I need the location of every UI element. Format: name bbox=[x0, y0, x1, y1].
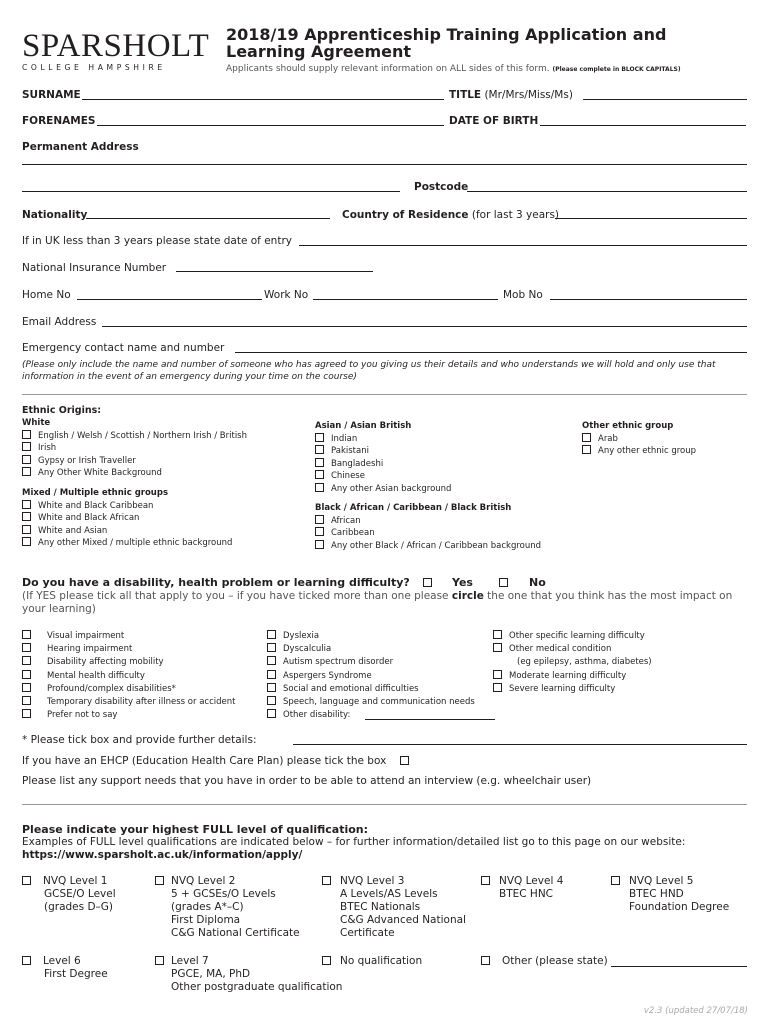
qual-name: NVQ Level 3 bbox=[340, 875, 405, 887]
checkbox-item[interactable] bbox=[22, 630, 235, 643]
checkbox-icon[interactable] bbox=[267, 670, 276, 679]
checkbox-icon[interactable] bbox=[22, 956, 31, 965]
checkbox-icon[interactable] bbox=[322, 876, 331, 885]
checkbox-item[interactable] bbox=[267, 709, 475, 722]
checkbox-item[interactable] bbox=[22, 537, 232, 550]
title-label bbox=[449, 89, 573, 101]
checkbox-icon[interactable] bbox=[267, 683, 276, 692]
ethnic-group-black bbox=[315, 503, 541, 552]
qual-name: Level 6 bbox=[43, 955, 81, 967]
checkbox-icon[interactable] bbox=[582, 433, 591, 442]
option-label: Chinese bbox=[331, 471, 365, 481]
other-qualification-field[interactable] bbox=[611, 966, 747, 967]
option-label: Social and emotional difficulties bbox=[283, 683, 419, 694]
mobile-label: Mob No bbox=[503, 289, 543, 301]
section-divider bbox=[22, 394, 747, 395]
option-label: Gypsy or Irish Traveller bbox=[38, 455, 136, 466]
forenames-field[interactable] bbox=[97, 125, 444, 126]
checkbox-icon[interactable] bbox=[267, 656, 276, 665]
checkbox-icon[interactable] bbox=[481, 876, 490, 885]
note-part-b: the one that you think has the most impact on your learning) bbox=[22, 590, 733, 615]
title-options: (Mr/Mrs/Miss/Ms) bbox=[484, 89, 573, 101]
residence-label bbox=[342, 209, 559, 221]
checkbox-item[interactable] bbox=[22, 656, 235, 669]
qual-example: First Diploma bbox=[171, 914, 241, 926]
option-label: Any other Black / African / Caribbean background bbox=[331, 540, 542, 551]
checkbox-item[interactable] bbox=[315, 445, 451, 458]
checkbox-icon[interactable] bbox=[611, 876, 620, 885]
checkbox-icon[interactable] bbox=[22, 670, 31, 679]
option-label: Disability affecting mobility bbox=[47, 657, 164, 668]
checkbox-item[interactable] bbox=[315, 527, 541, 540]
option-label: English / Welsh / Scottish / Northern Irish / British bbox=[38, 430, 248, 441]
qual-name: NVQ Level 2 bbox=[171, 875, 236, 887]
intro-text: Examples of FULL level qualifications are indicated below – for further information/detailed list go to this page on our website: bbox=[22, 836, 686, 848]
checkbox-icon[interactable] bbox=[22, 512, 31, 521]
checkbox-icon[interactable] bbox=[481, 956, 490, 965]
logo-subtitle: COLLEGE HAMPSHIRE bbox=[22, 63, 166, 72]
group-heading: Other ethnic group bbox=[582, 421, 674, 431]
checkbox-icon[interactable] bbox=[22, 656, 31, 665]
option-label: White and Black Caribbean bbox=[38, 500, 154, 511]
mobile-field[interactable] bbox=[550, 299, 747, 300]
disability-col-2 bbox=[267, 630, 475, 722]
checkbox-icon[interactable] bbox=[22, 630, 31, 639]
option-label: Arab bbox=[598, 433, 618, 444]
qual-title bbox=[22, 875, 147, 888]
uk-entry-field[interactable] bbox=[299, 245, 747, 246]
details-label: * Please tick box and provide further details: bbox=[22, 734, 257, 746]
disability-no-option[interactable] bbox=[499, 576, 546, 589]
checkbox-icon[interactable] bbox=[423, 578, 432, 587]
checkbox-item[interactable] bbox=[267, 670, 475, 683]
home-phone-field[interactable] bbox=[77, 299, 262, 300]
checkbox-item[interactable] bbox=[315, 483, 451, 496]
ethnic-title: Ethnic Origins: bbox=[22, 405, 102, 416]
checkbox-icon[interactable] bbox=[267, 709, 276, 718]
checkbox-icon[interactable] bbox=[22, 430, 31, 439]
checkbox-item[interactable] bbox=[493, 630, 652, 643]
checkbox-item[interactable] bbox=[582, 445, 696, 458]
option-label: Autism spectrum disorder bbox=[283, 657, 394, 668]
instructions-text: Applicants should supply relevant information on ALL sides of this form. bbox=[226, 64, 550, 74]
residence-label-text: Country of Residence bbox=[342, 209, 469, 221]
checkbox-icon[interactable] bbox=[267, 630, 276, 639]
checkbox-item[interactable] bbox=[315, 470, 451, 483]
qual-title bbox=[322, 955, 472, 968]
qual-example: 5 + GCSEs/O Levels bbox=[171, 888, 276, 900]
option-label: Dyslexia bbox=[283, 631, 320, 641]
support-label: Please list any support needs that you have in order to be able to attend an interview (e.g. wheelchair user) bbox=[22, 775, 592, 787]
checkbox-icon[interactable] bbox=[315, 445, 324, 454]
qual-nvq1[interactable] bbox=[22, 875, 147, 914]
disability-note bbox=[22, 590, 752, 616]
checkbox-item[interactable] bbox=[22, 455, 247, 468]
checkbox-item[interactable] bbox=[315, 540, 541, 553]
checkbox-item[interactable] bbox=[22, 643, 235, 656]
checkbox-icon[interactable] bbox=[22, 683, 31, 692]
qual-none[interactable] bbox=[322, 955, 472, 968]
checkbox-icon[interactable] bbox=[22, 709, 31, 718]
qualification-intro bbox=[22, 836, 752, 862]
checkbox-icon[interactable] bbox=[315, 470, 324, 479]
qual-example: A Levels/AS Levels bbox=[340, 888, 438, 900]
checkbox-icon[interactable] bbox=[22, 876, 31, 885]
qual-name: Level 7 bbox=[171, 955, 209, 967]
nationality-label: Nationality bbox=[22, 209, 88, 221]
qual-name: NVQ Level 4 bbox=[499, 875, 564, 887]
disability-col-1 bbox=[22, 630, 235, 722]
option-label: Any other Mixed / multiple ethnic background bbox=[38, 538, 233, 548]
qual-nvq3[interactable] bbox=[322, 875, 477, 940]
checkbox-icon[interactable] bbox=[22, 500, 31, 509]
ehcp-text: If you have an EHCP (Education Health Care Plan) please tick the box bbox=[22, 755, 387, 767]
qual-example: Foundation Degree bbox=[629, 901, 730, 913]
option-label: Irish bbox=[38, 443, 57, 453]
checkbox-item[interactable] bbox=[315, 458, 451, 471]
qual-nvq4[interactable] bbox=[481, 875, 601, 901]
qual-title bbox=[481, 875, 601, 888]
qual-example: Certificate bbox=[340, 927, 395, 939]
qual-example: Other postgraduate qualification bbox=[171, 981, 343, 993]
option-label: Hearing impairment bbox=[47, 644, 133, 655]
checkbox-icon[interactable] bbox=[22, 643, 31, 652]
option-label: Any Other White Background bbox=[38, 468, 162, 478]
disability-col-3 bbox=[493, 630, 652, 696]
option-label: Temporary disability after illness or accident bbox=[47, 697, 236, 708]
qual-example: (grades D–G) bbox=[44, 901, 114, 913]
qual-example: BTEC HND bbox=[629, 888, 684, 900]
checkbox-item[interactable] bbox=[267, 656, 475, 669]
checkbox-item[interactable] bbox=[22, 500, 232, 513]
checkbox-item[interactable] bbox=[493, 643, 652, 656]
checkbox-icon[interactable] bbox=[315, 540, 324, 549]
qual-name: NVQ Level 5 bbox=[629, 875, 694, 887]
instructions-note: (Please complete in BLOCK CAPITALS) bbox=[552, 66, 681, 73]
checkbox-icon[interactable] bbox=[22, 696, 31, 705]
checkbox-item[interactable] bbox=[22, 512, 232, 525]
checkbox-icon[interactable] bbox=[493, 670, 502, 679]
note-circle: circle bbox=[451, 590, 484, 602]
qual-example: BTEC Nationals bbox=[340, 901, 421, 913]
option-label: Speech, language and communication needs bbox=[283, 697, 475, 708]
ethnic-group-white bbox=[22, 418, 247, 480]
option-label: White and Black African bbox=[38, 513, 140, 523]
work-phone-label: Work No bbox=[264, 289, 309, 301]
no-label: No bbox=[529, 576, 546, 589]
form-title: 2018/19 Apprenticeship Training Application and Learning Agreement bbox=[226, 25, 667, 61]
checkbox-item[interactable] bbox=[267, 683, 475, 696]
option-label: African bbox=[331, 515, 361, 526]
checkbox-item[interactable] bbox=[22, 430, 247, 443]
option-label: Any other Asian background bbox=[331, 483, 452, 494]
option-label: Any other ethnic group bbox=[598, 446, 697, 456]
note-part-a: (If YES please tick all that apply to you – if you have ticked more than one please bbox=[22, 590, 449, 602]
ni-label: National Insurance Number bbox=[22, 262, 167, 274]
option-label: White and Asian bbox=[38, 525, 108, 536]
work-phone-field[interactable] bbox=[313, 299, 498, 300]
ehcp-label bbox=[22, 755, 416, 768]
yes-label: Yes bbox=[452, 576, 473, 589]
qual-level6[interactable] bbox=[22, 955, 147, 981]
option-label: Caribbean bbox=[331, 528, 375, 538]
details-field[interactable] bbox=[293, 744, 747, 745]
checkbox-item[interactable] bbox=[22, 442, 247, 455]
qual-example: C&G Advanced National bbox=[340, 914, 466, 926]
qual-example: C&G National Certificate bbox=[171, 927, 300, 939]
option-label: Mental health difficulty bbox=[47, 670, 145, 681]
address-field-line2[interactable] bbox=[22, 191, 400, 192]
checkbox-icon[interactable] bbox=[267, 643, 276, 652]
option-label: Visual impairment bbox=[47, 631, 125, 641]
checkbox-icon[interactable] bbox=[582, 445, 591, 454]
option-label: Other specific learning difficulty bbox=[509, 631, 645, 641]
qual-title bbox=[481, 955, 621, 968]
option-label: Bangladeshi bbox=[331, 458, 384, 469]
website-link[interactable]: https://www.sparsholt.ac.uk/information/apply/ bbox=[22, 849, 303, 861]
logo-wordmark: SPARSHOLT bbox=[22, 28, 210, 64]
option-label: Prefer not to say bbox=[47, 710, 118, 721]
group-heading: Mixed / Multiple ethnic groups bbox=[22, 488, 169, 498]
disability-question: Do you have a disability, health problem or learning difficulty? bbox=[22, 576, 410, 589]
checkbox-icon[interactable] bbox=[155, 956, 164, 965]
checkbox-icon[interactable] bbox=[22, 525, 31, 534]
checkbox-item[interactable] bbox=[315, 515, 541, 528]
qual-example: First Degree bbox=[44, 968, 108, 980]
college-logo bbox=[22, 28, 210, 72]
checkbox-icon[interactable] bbox=[155, 876, 164, 885]
group-heading: Asian / Asian British bbox=[315, 421, 412, 431]
uk-entry-label: If in UK less than 3 years please state date of entry bbox=[22, 235, 292, 247]
qual-name: Other (please state) bbox=[502, 955, 608, 967]
checkbox-item[interactable] bbox=[493, 670, 652, 683]
qual-nvq5[interactable] bbox=[611, 875, 751, 914]
checkbox-icon[interactable] bbox=[315, 483, 324, 492]
emergency-field[interactable] bbox=[235, 352, 747, 353]
ethnic-group-asian bbox=[315, 421, 451, 495]
checkbox-icon[interactable] bbox=[315, 458, 324, 467]
checkbox-icon[interactable] bbox=[499, 578, 508, 587]
other-disability-field[interactable] bbox=[365, 719, 495, 720]
disability-yes-option[interactable] bbox=[423, 576, 473, 589]
option-label: Other medical condition bbox=[509, 644, 612, 655]
checkbox-item[interactable] bbox=[315, 433, 451, 446]
option-label: Pakistani bbox=[331, 446, 369, 456]
qual-nvq2[interactable] bbox=[155, 875, 315, 940]
title-label-text: TITLE bbox=[449, 89, 482, 101]
checkbox-item[interactable] bbox=[22, 525, 232, 538]
checkbox-item[interactable] bbox=[493, 683, 652, 696]
option-label: Severe learning difficulty bbox=[509, 683, 616, 694]
qual-example: PGCE, MA, PhD bbox=[171, 968, 251, 980]
checkbox-item[interactable] bbox=[22, 467, 247, 480]
residence-field[interactable] bbox=[555, 218, 747, 219]
ethnic-group-other bbox=[582, 421, 696, 458]
email-field[interactable] bbox=[102, 326, 747, 327]
option-label: Indian bbox=[331, 433, 358, 444]
support-field[interactable] bbox=[22, 804, 747, 805]
checkbox-icon[interactable] bbox=[493, 630, 502, 639]
checkbox-item[interactable] bbox=[267, 696, 475, 709]
forenames-label: FORENAMES bbox=[22, 115, 96, 127]
ni-field[interactable] bbox=[176, 271, 373, 272]
option-label: Other disability: bbox=[283, 710, 351, 721]
checkbox-item[interactable] bbox=[22, 670, 235, 683]
checkbox-icon[interactable] bbox=[22, 537, 31, 546]
checkbox-item[interactable] bbox=[22, 683, 235, 696]
checkbox-icon[interactable] bbox=[315, 515, 324, 524]
emergency-label: Emergency contact name and number bbox=[22, 342, 225, 354]
checkbox-icon[interactable] bbox=[322, 956, 331, 965]
email-label: Email Address bbox=[22, 316, 97, 328]
surname-field[interactable] bbox=[82, 99, 444, 100]
option-sublabel: (eg epilepsy, asthma, diabetes) bbox=[517, 657, 652, 668]
qual-title bbox=[22, 955, 147, 968]
checkbox-icon[interactable] bbox=[22, 455, 31, 464]
qual-example: (grades A*–C) bbox=[171, 901, 244, 913]
qualification-title: Please indicate your highest FULL level of qualification: bbox=[22, 823, 369, 836]
qual-example: GCSE/O Level bbox=[44, 888, 116, 900]
ethnic-group-mixed bbox=[22, 488, 232, 550]
option-label: Dyscalculia bbox=[283, 644, 332, 655]
address-label: Permanent Address bbox=[22, 141, 139, 153]
home-phone-label: Home No bbox=[22, 289, 71, 301]
option-label: Aspergers Syndrome bbox=[283, 670, 372, 681]
title-field[interactable] bbox=[583, 99, 747, 100]
qual-name: NVQ Level 1 bbox=[43, 875, 108, 887]
address-field-line1[interactable] bbox=[22, 164, 747, 165]
group-heading: Black / African / Caribbean / Black British bbox=[315, 503, 512, 513]
option-label: Profound/complex disabilities* bbox=[47, 683, 176, 694]
checkbox-icon[interactable] bbox=[493, 683, 502, 692]
residence-note: (for last 3 years) bbox=[471, 209, 560, 221]
checkbox-icon[interactable] bbox=[267, 696, 276, 705]
checkbox-item[interactable] bbox=[267, 643, 475, 656]
form-instructions bbox=[226, 64, 681, 74]
qual-example: BTEC HNC bbox=[499, 888, 554, 900]
nationality-field[interactable] bbox=[86, 218, 330, 219]
checkbox-icon[interactable] bbox=[315, 433, 324, 442]
qual-title bbox=[322, 875, 477, 888]
checkbox-item[interactable] bbox=[582, 433, 696, 446]
qual-title bbox=[155, 875, 315, 888]
qual-other[interactable] bbox=[481, 955, 621, 968]
ehcp-checkbox[interactable] bbox=[400, 756, 409, 765]
group-heading: White bbox=[22, 418, 51, 428]
qual-name: No qualification bbox=[340, 955, 423, 967]
checkbox-icon[interactable] bbox=[493, 643, 502, 652]
option-label: Moderate learning difficulty bbox=[509, 670, 627, 681]
checkbox-item[interactable] bbox=[22, 696, 235, 709]
checkbox-item[interactable] bbox=[22, 709, 235, 722]
checkbox-icon[interactable] bbox=[22, 442, 31, 451]
checkbox-icon[interactable] bbox=[315, 527, 324, 536]
checkbox-item[interactable] bbox=[267, 630, 475, 643]
checkbox-icon[interactable] bbox=[22, 467, 31, 476]
dob-field[interactable] bbox=[540, 125, 746, 126]
version-footer: v2.3 (updated 27/07/18) bbox=[643, 1006, 748, 1016]
qual-title bbox=[611, 875, 751, 888]
surname-label: SURNAME bbox=[22, 89, 81, 101]
postcode-label: Postcode bbox=[414, 181, 469, 193]
dob-label: DATE OF BIRTH bbox=[449, 115, 539, 127]
emergency-note: (Please only include the name and number of someone who has agreed to you giving us their details and who understands we will hold and only use that information in the event of an emergency during your time on the course) bbox=[22, 360, 716, 382]
postcode-field[interactable] bbox=[467, 191, 747, 192]
